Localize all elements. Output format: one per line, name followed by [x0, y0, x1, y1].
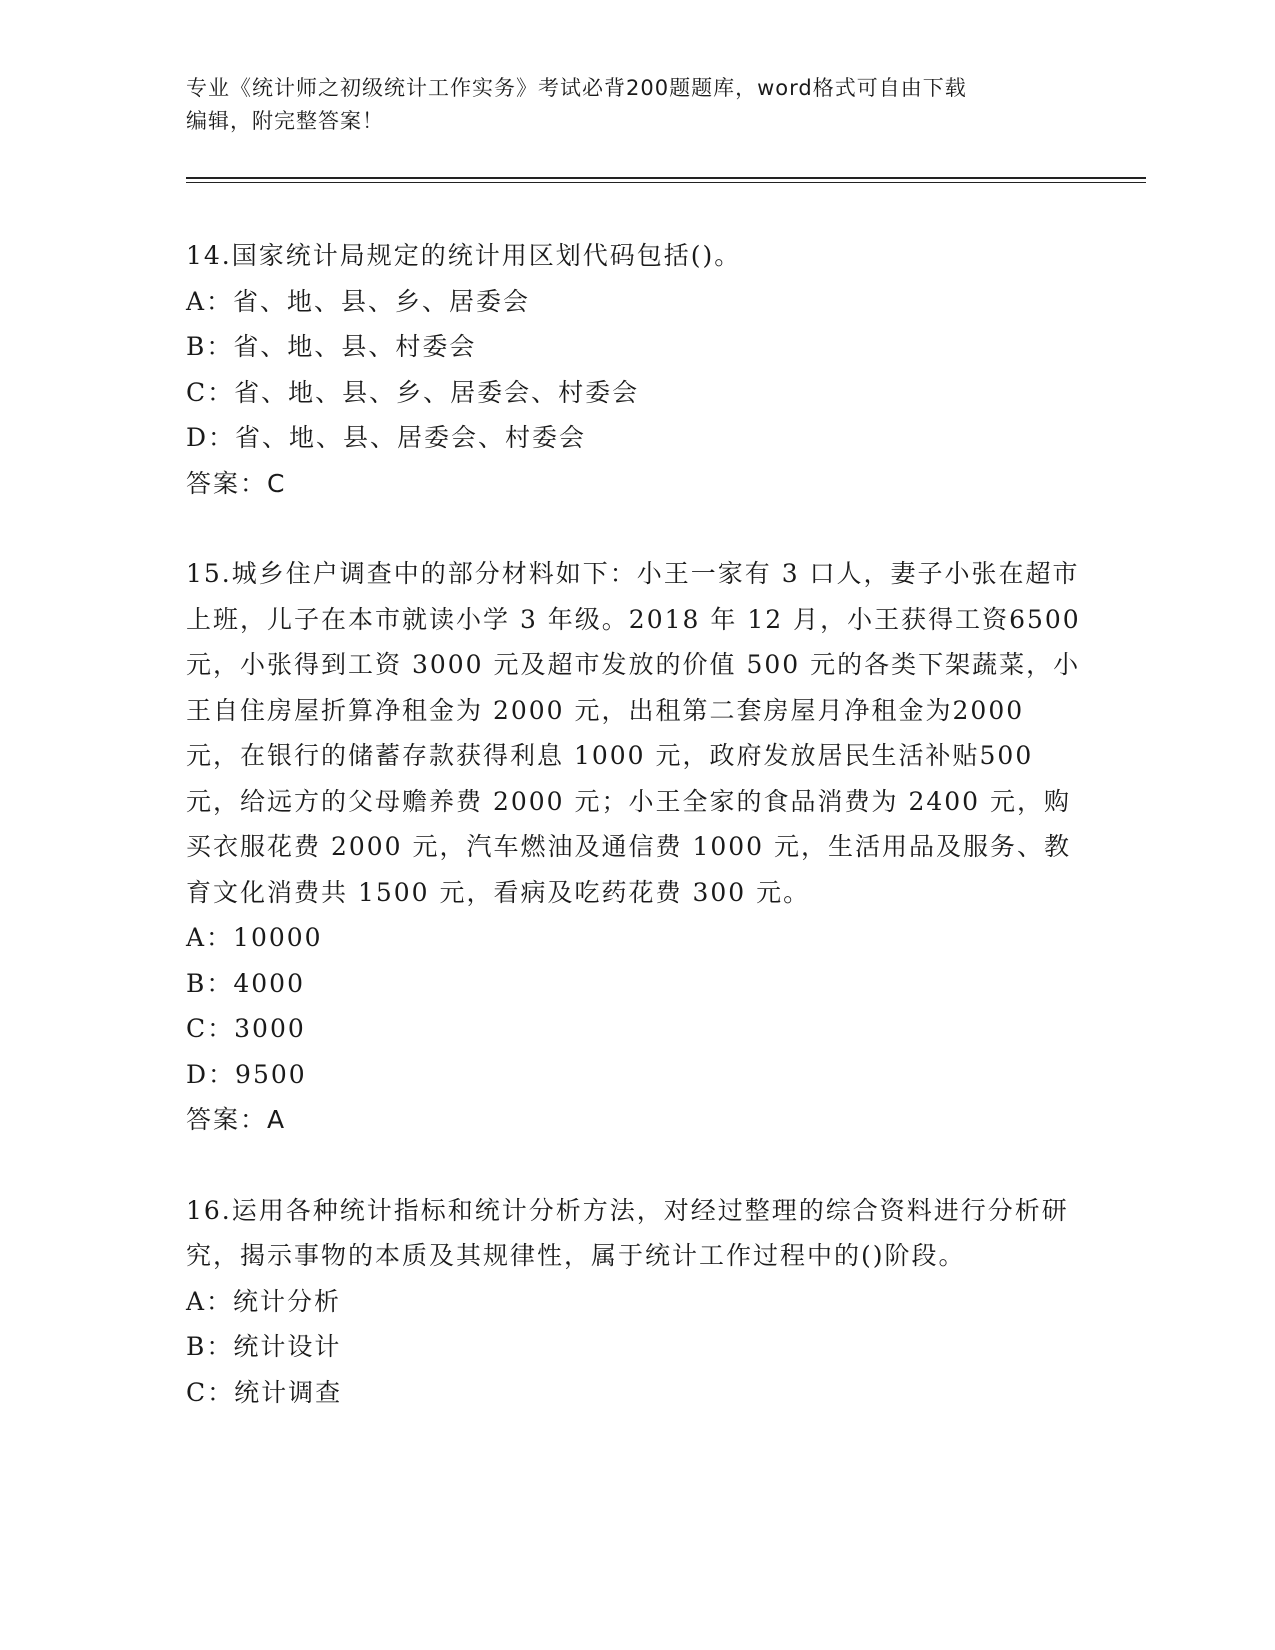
- option-c: C：3000: [186, 1014, 306, 1043]
- option-c: C：统计调查: [186, 1377, 343, 1407]
- question-stem: 15.城乡住户调查中的部分材料如下：小王一家有 3 口人，妻子小张在超市上班，儿子在本市就读小学 3 年级。2018 年 12 月，小王获得工资6500 元，小张得到工资 3000 元及超市发放的价值 500 元的各类下架蔬菜，小王自住房屋折算净租金为 2000 元，出租第二套房屋月净租金为2000 元，在银行的储蓄存款获得利息 1000 元，政府发放居民生活补贴500 元，给远方的父母赡养费 2000 元；小王全家的食品消费为 2400 元，购买衣服花费 2000 元，汽车燃油及通信费 1000 元，生活用品及服务、教育文化消费共 1500 元，看病及吃药花费 300 元。: [186, 559, 1081, 907]
- option-b: B：省、地、县、村委会: [186, 332, 477, 361]
- answer-text: 答案：C: [186, 468, 287, 498]
- option-a: A：10000: [186, 923, 323, 952]
- question-16: [186, 1188, 1086, 1416]
- answer-text: 答案：A: [186, 1105, 287, 1134]
- question-stem: 14.国家统计局规定的统计用区划代码包括()。: [186, 241, 742, 270]
- option-d: D：省、地、县、居委会、村委会: [186, 423, 587, 452]
- option-b: B：4000: [186, 968, 305, 998]
- header-line-1: 专业《统计师之初级统计工作实务》考试必背200题题库，word格式可自由下载: [186, 76, 967, 100]
- option-c: C：省、地、县、乡、居委会、村委会: [186, 377, 640, 407]
- question-list: [186, 233, 1086, 1460]
- option-d: D：9500: [186, 1059, 307, 1089]
- question-14: [186, 233, 1086, 506]
- option-a: A：统计分析: [186, 1286, 342, 1316]
- question-15: [186, 551, 1086, 1143]
- question-stem: 16.运用各种统计指标和统计分析方法，对经过整理的综合资料进行分析研究，揭示事物的本质及其规律性，属于统计工作过程中的()阶段。: [186, 1195, 1069, 1270]
- header-line-2: 编辑，附完整答案！: [186, 109, 384, 133]
- option-b: B：统计设计: [186, 1332, 342, 1361]
- document-header: [186, 72, 1066, 138]
- header-divider: [186, 177, 1146, 183]
- option-a: A：省、地、县、乡、居委会: [186, 286, 531, 316]
